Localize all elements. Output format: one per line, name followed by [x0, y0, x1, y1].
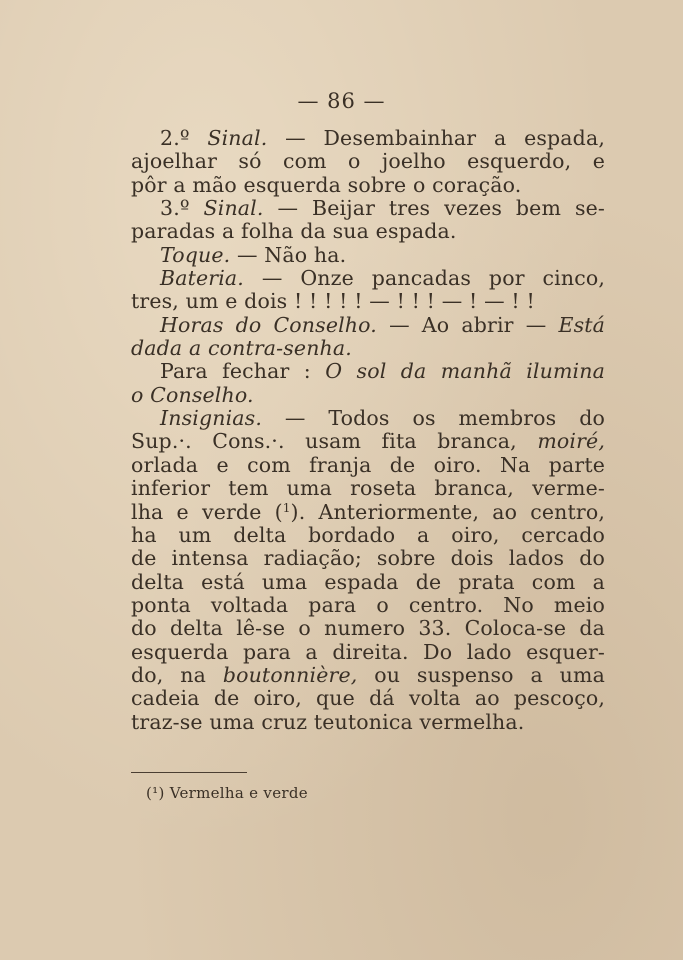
page-number: — 86 —: [297, 89, 386, 113]
heading-bateria: Bateria.: [160, 266, 244, 291]
text-line: esquerda para a direita. Do lado esquer-: [131, 639, 605, 664]
text-line: pôr a mão esquerda sobre o coração.: [131, 172, 522, 197]
text-line: 3.º Sinal. — Beijar tres vezes bem se-: [160, 196, 605, 221]
text-line: ajoelhar só com o joelho esquerdo, e: [131, 149, 605, 174]
footnote-ref: 1: [282, 500, 291, 515]
footnote-divider: [131, 772, 247, 773]
text-line: do delta lê-se o numero 33. Coloca-se da: [131, 616, 605, 641]
heading-toque: Toque.: [160, 242, 231, 267]
text-line: do, na boutonnière, ou suspenso a uma: [131, 662, 605, 687]
text-line: paradas a folha da sua espada.: [131, 219, 457, 244]
footnote-marker: (¹): [146, 784, 165, 802]
text-line: Para fechar : O sol da manhã ilumina: [160, 359, 605, 384]
text-line: 2.º Sinal. — Desembainhar a espada,: [160, 126, 605, 150]
text-line: tres, um e dois ! ! ! ! ! — ! ! ! — ! — ! !: [131, 289, 535, 314]
text-line: o Conselho.: [131, 382, 254, 407]
text-line: Bateria. — Onze pancadas por cinco,: [160, 266, 605, 291]
text-line: cadeia de oiro, que dá volta ao pescoço,: [131, 686, 605, 711]
text-line: Sup.·. Cons.·. usam fita branca, moiré,: [131, 429, 605, 454]
body-text: [131, 127, 605, 734]
heading-horas: Horas do Conselho.: [160, 312, 377, 337]
heading-insignias: Insignias.: [160, 406, 263, 431]
footnote: [146, 784, 308, 802]
text-line: ponta voltada para o centro. No meio: [131, 592, 605, 617]
text-line: Insignias. — Todos os membros do: [160, 406, 605, 431]
text-line: orlada e com franja de oiro. Na parte: [131, 452, 605, 477]
text-line: delta está uma espada de prata com a: [131, 569, 605, 594]
text-line: traz-se uma cruz teutonica vermelha.: [131, 709, 525, 734]
heading-sinal-3: Sinal.: [203, 196, 264, 221]
text-line: de intensa radiação; sobre dois lados do: [131, 546, 605, 571]
text-line: lha e verde ($^1$). Anteriormente, ao centro,: [131, 499, 605, 524]
text-line: Horas do Conselho. — Ao abrir — Está: [160, 312, 605, 337]
text-line: ha um delta bordado a oiro, cercado: [131, 522, 605, 547]
text-line: inferior tem uma roseta branca, verme-: [131, 476, 605, 501]
footnote-text: Vermelha e verde: [169, 784, 308, 802]
heading-sinal-2: Sinal.: [207, 126, 268, 150]
text-line: dada a contra-senha.: [131, 336, 352, 361]
text-line: Toque. — Não ha.: [160, 242, 347, 267]
